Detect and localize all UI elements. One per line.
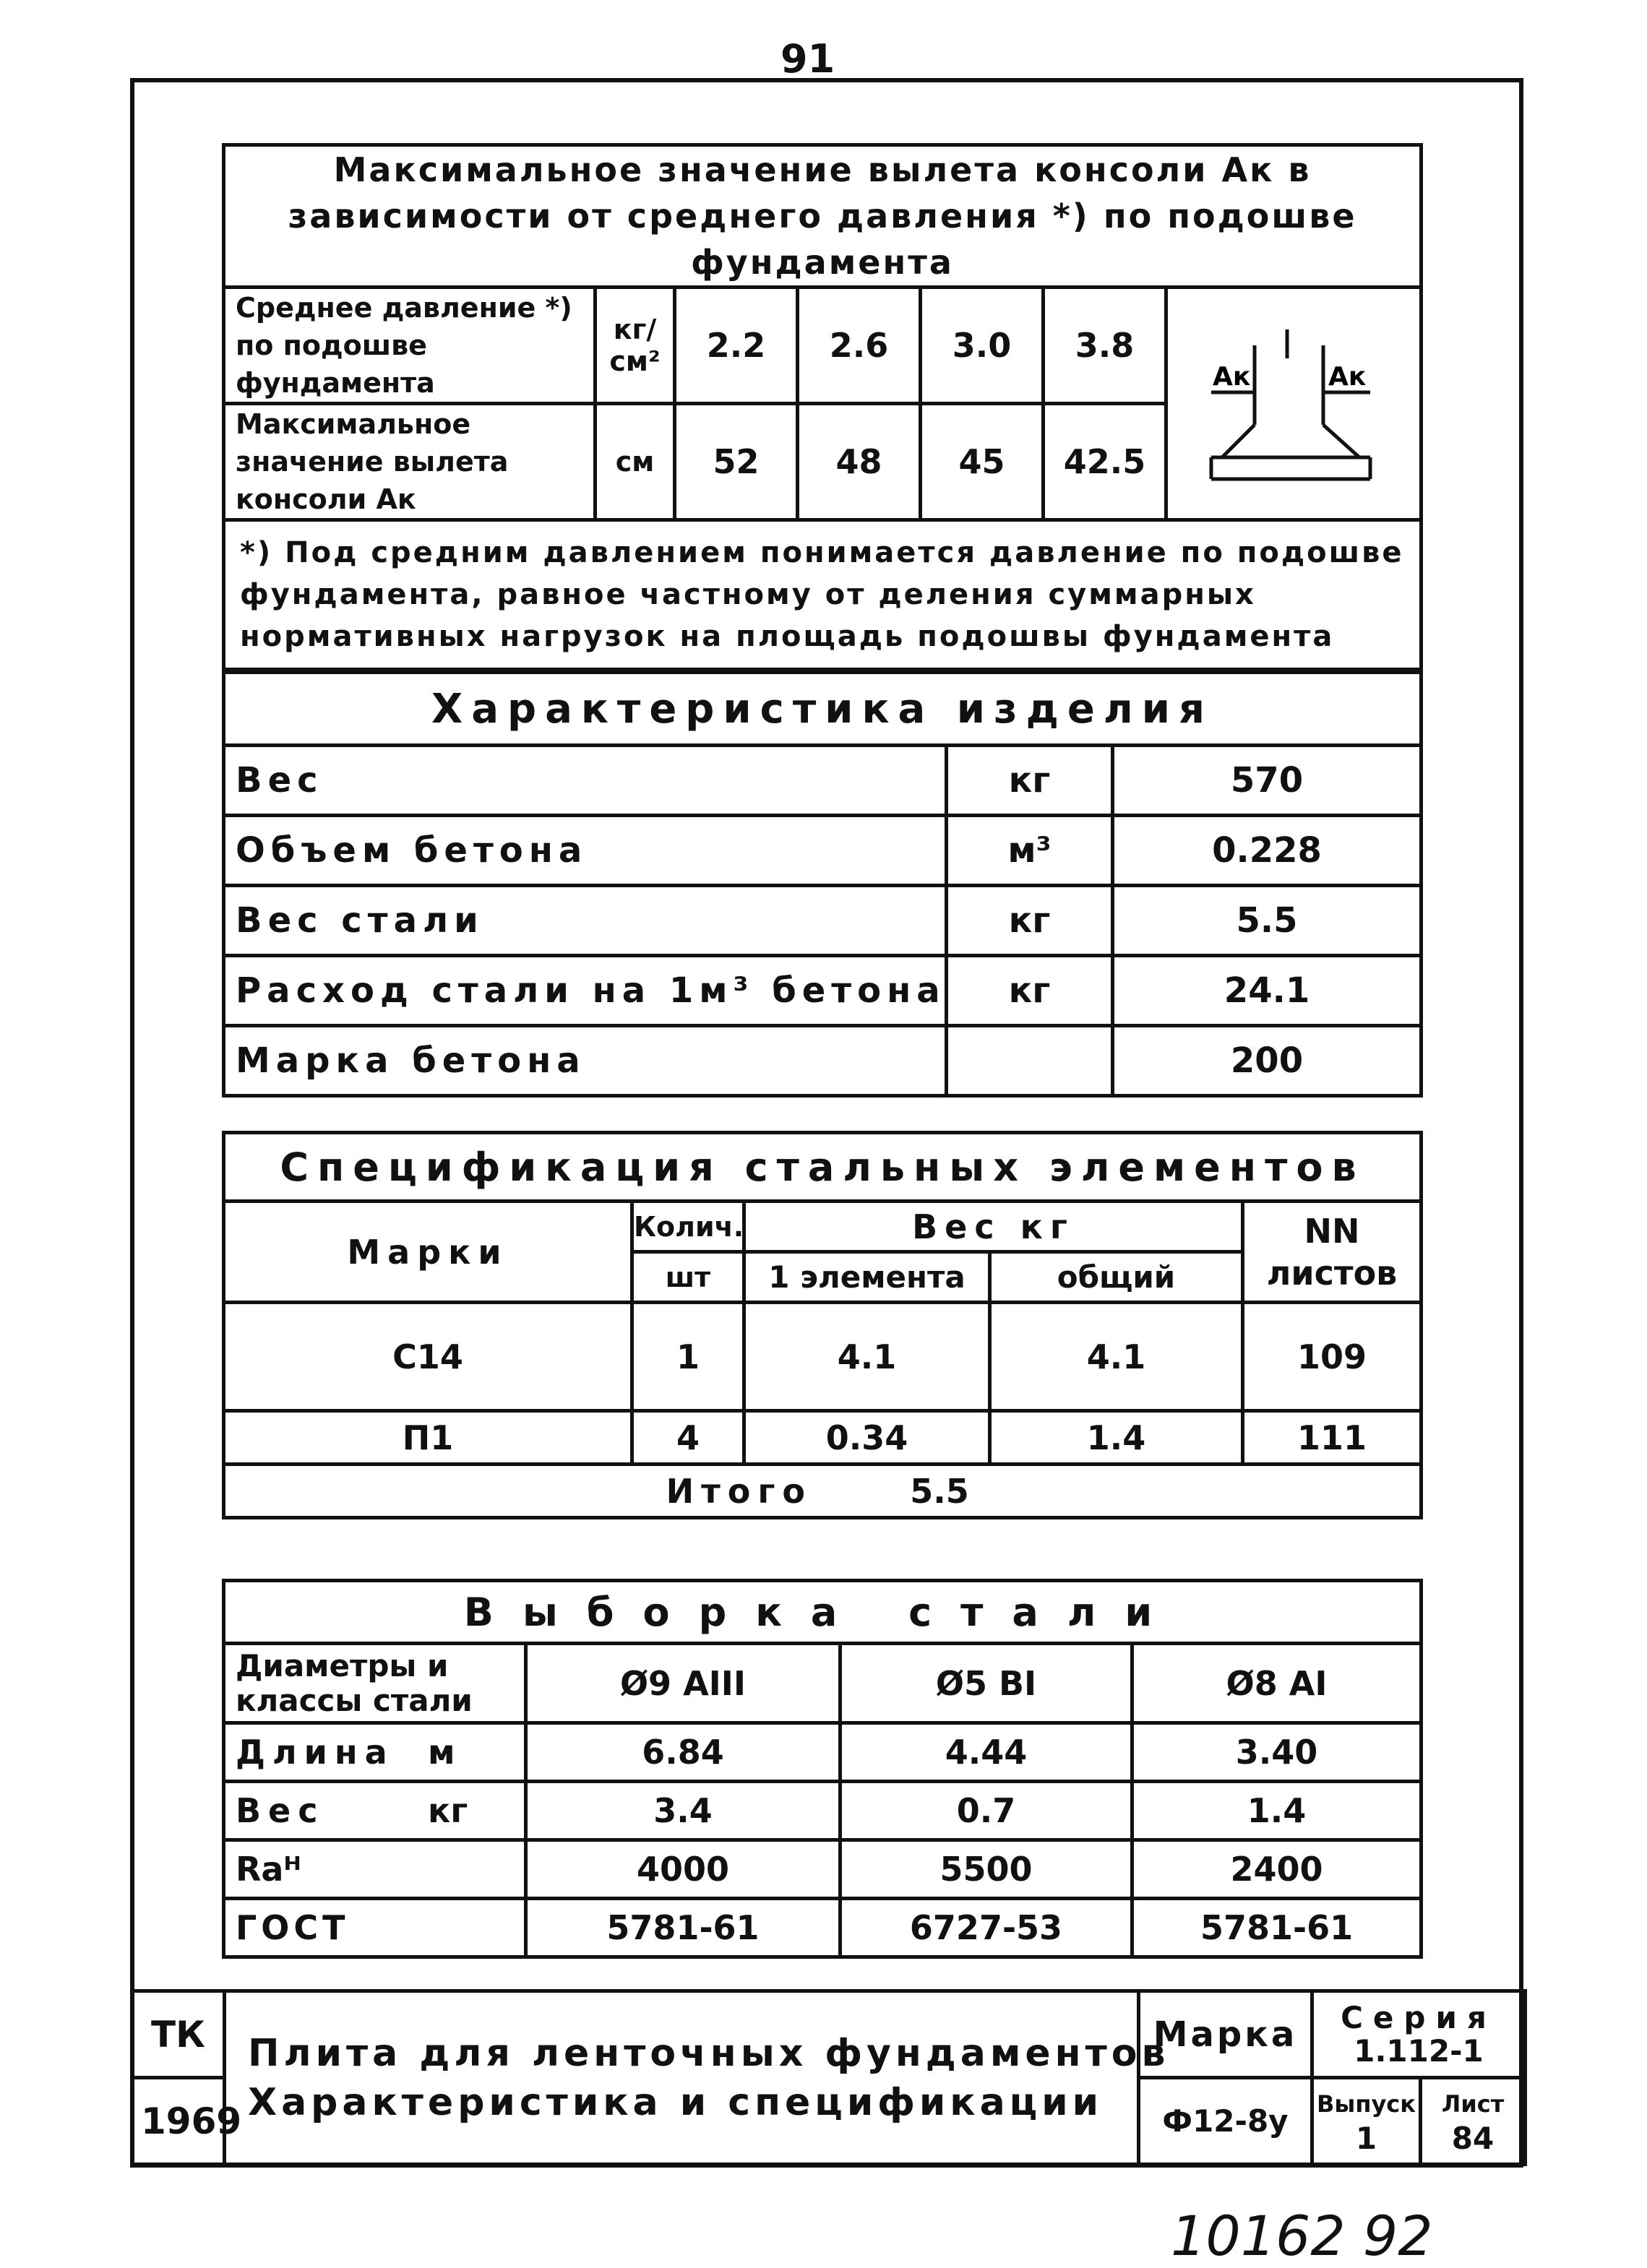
row-unit: кг	[947, 746, 1113, 816]
title-block	[130, 1989, 1527, 2166]
series-label: Серия	[1341, 1999, 1497, 2035]
overhang-table-title: Максимальное значение вылета консоли Ак в зависимости от среднего давления *) по подошве фундамента	[224, 145, 1422, 288]
cell-value: 2400	[1132, 1840, 1422, 1899]
mark-value: Ф12-8у	[1139, 2078, 1312, 2165]
cell-qty: 4	[632, 1411, 744, 1465]
overhang-value: 42.5	[1044, 404, 1166, 520]
drawing-title-line1: Плита для ленточных фундаментов	[248, 2031, 1170, 2075]
col-qty-unit: шт	[632, 1252, 744, 1303]
col-diameter-class: Диаметры и классы стали	[224, 1644, 526, 1723]
pressure-footnote: *) Под средним давлением понимается давление по подошве фундамента, равное частному от деления суммарных нормативных нагрузок на площадь подошвы фундамента	[224, 520, 1422, 670]
col-weight: Вес кг	[744, 1202, 1243, 1252]
steel-spec-title: Спецификация стальных элементов	[224, 1133, 1422, 1202]
col-weight-element: 1 элемента	[744, 1252, 990, 1303]
row-name: Объем бетона	[224, 816, 947, 886]
series-value: 1.112-1	[1354, 2032, 1484, 2069]
row-value: 24.1	[1113, 956, 1422, 1026]
col-steel: Ø9 АIII	[526, 1644, 840, 1723]
pressure-unit: кг/см²	[595, 288, 675, 404]
cell-sheet: 111	[1243, 1411, 1422, 1465]
cell-value: 3.40	[1132, 1723, 1422, 1782]
cell-mark: П1	[224, 1411, 632, 1465]
row-unit	[947, 1026, 1113, 1096]
pressure-value: 2.2	[675, 288, 798, 404]
row-label: Rаᴴ	[236, 1850, 301, 1889]
cell-value: 5781-61	[526, 1899, 840, 1957]
drawing-title-line2: Характеристика и спецификации	[248, 2080, 1104, 2124]
foundation-sketch-cell	[1166, 288, 1422, 520]
row-value: 0.228	[1113, 816, 1422, 886]
overhang-value: 45	[921, 404, 1044, 520]
series-cell	[1312, 1991, 1526, 2078]
overhang-value: 52	[675, 404, 798, 520]
row-label: ГОСТ	[236, 1908, 350, 1947]
cell-weight-total: 4.1	[990, 1303, 1243, 1411]
sketch-label-right: Ак	[1328, 361, 1367, 392]
cell-weight-element: 4.1	[744, 1303, 990, 1411]
row-value: 5.5	[1113, 886, 1422, 956]
sheet-cell	[1421, 2078, 1526, 2165]
drawing-title	[225, 1991, 1170, 2165]
issue-value: 1	[1355, 2120, 1377, 2156]
col-steel: Ø5 ВI	[840, 1644, 1132, 1723]
table-row	[224, 1303, 1422, 1411]
pressure-value: 3.8	[1044, 288, 1166, 404]
overhang-value: 48	[798, 404, 921, 520]
table-row	[224, 816, 1422, 886]
col-qty: Колич.	[632, 1202, 744, 1252]
table-row	[224, 1026, 1422, 1096]
cell-weight-total: 1.4	[990, 1411, 1243, 1465]
overhang-label: Максимальное значение вылета консоли Ак	[224, 404, 595, 520]
cell-value: 0.7	[840, 1782, 1132, 1840]
cell-qty: 1	[632, 1303, 744, 1411]
row-unit: кг	[428, 1791, 468, 1830]
pressure-value: 2.6	[798, 288, 921, 404]
cell-mark: С14	[224, 1303, 632, 1411]
cell-weight-element: 0.34	[744, 1411, 990, 1465]
issue-label: Выпуск	[1317, 2090, 1416, 2118]
col-steel: Ø8 АI	[1132, 1644, 1422, 1723]
table-row	[224, 1782, 1422, 1840]
table-row	[224, 1840, 1422, 1899]
table-row	[224, 886, 1422, 956]
row-unit: м³	[947, 816, 1113, 886]
row-unit: кг	[947, 886, 1113, 956]
row-label: Длина	[236, 1733, 395, 1772]
pressure-label: Среднее давление *) по подошве фундамента	[224, 288, 595, 404]
cell-value: 6.84	[526, 1723, 840, 1782]
row-name: Вес	[224, 746, 947, 816]
steel-selection-table	[222, 1579, 1423, 1959]
steel-selection-title: Выборка стали	[224, 1581, 1422, 1644]
cell-value: 5781-61	[1132, 1899, 1422, 1957]
cell-value: 5500	[840, 1840, 1132, 1899]
cell-value: 3.4	[526, 1782, 840, 1840]
cell-value: 1.4	[1132, 1782, 1422, 1840]
total-label: Итого	[666, 1471, 812, 1511]
col-marks: Марки	[224, 1202, 632, 1303]
cell-value: 4000	[526, 1840, 840, 1899]
issue-cell	[1312, 2078, 1421, 2165]
row-unit: м	[428, 1733, 455, 1772]
table-row	[224, 956, 1422, 1026]
total-row	[224, 1465, 1422, 1518]
org-code: ТК	[132, 1991, 225, 2078]
row-name: Вес стали	[224, 886, 947, 956]
cell-value: 4.44	[840, 1723, 1132, 1782]
total-value: 5.5	[910, 1471, 969, 1511]
row-unit: кг	[947, 956, 1113, 1026]
table-row	[224, 1723, 1422, 1782]
product-characteristics-table	[222, 671, 1423, 1098]
row-name: Расход стали на 1м³ бетона	[224, 956, 947, 1026]
sketch-label-left: Ак	[1213, 361, 1251, 392]
foundation-sketch	[1168, 302, 1416, 503]
cell-sheet: 109	[1243, 1303, 1422, 1411]
year: 1969	[132, 2078, 225, 2165]
pressure-value: 3.0	[921, 288, 1044, 404]
col-weight-total: общий	[990, 1252, 1243, 1303]
row-value: 570	[1113, 746, 1422, 816]
row-value: 200	[1113, 1026, 1422, 1096]
page-number-top: 91	[781, 36, 835, 82]
table-row	[224, 1899, 1422, 1957]
mark-label: Марка	[1139, 1991, 1312, 2078]
table-row	[224, 746, 1422, 816]
steel-elements-spec-table	[222, 1131, 1423, 1519]
product-characteristics-title: Характеристика изделия	[224, 673, 1422, 746]
overhang-table	[222, 143, 1423, 671]
cell-value: 6727-53	[840, 1899, 1132, 1957]
sheet-label: Лист	[1441, 2090, 1505, 2118]
handwritten-inventory-number: 10162 92	[1171, 2204, 1433, 2268]
row-name: Марка бетона	[224, 1026, 947, 1096]
row-label: Вес	[236, 1791, 325, 1830]
overhang-unit: см	[595, 404, 675, 520]
sheet-value: 84	[1451, 2120, 1495, 2156]
col-sheets: NN листов	[1243, 1202, 1422, 1303]
table-row	[224, 1411, 1422, 1465]
